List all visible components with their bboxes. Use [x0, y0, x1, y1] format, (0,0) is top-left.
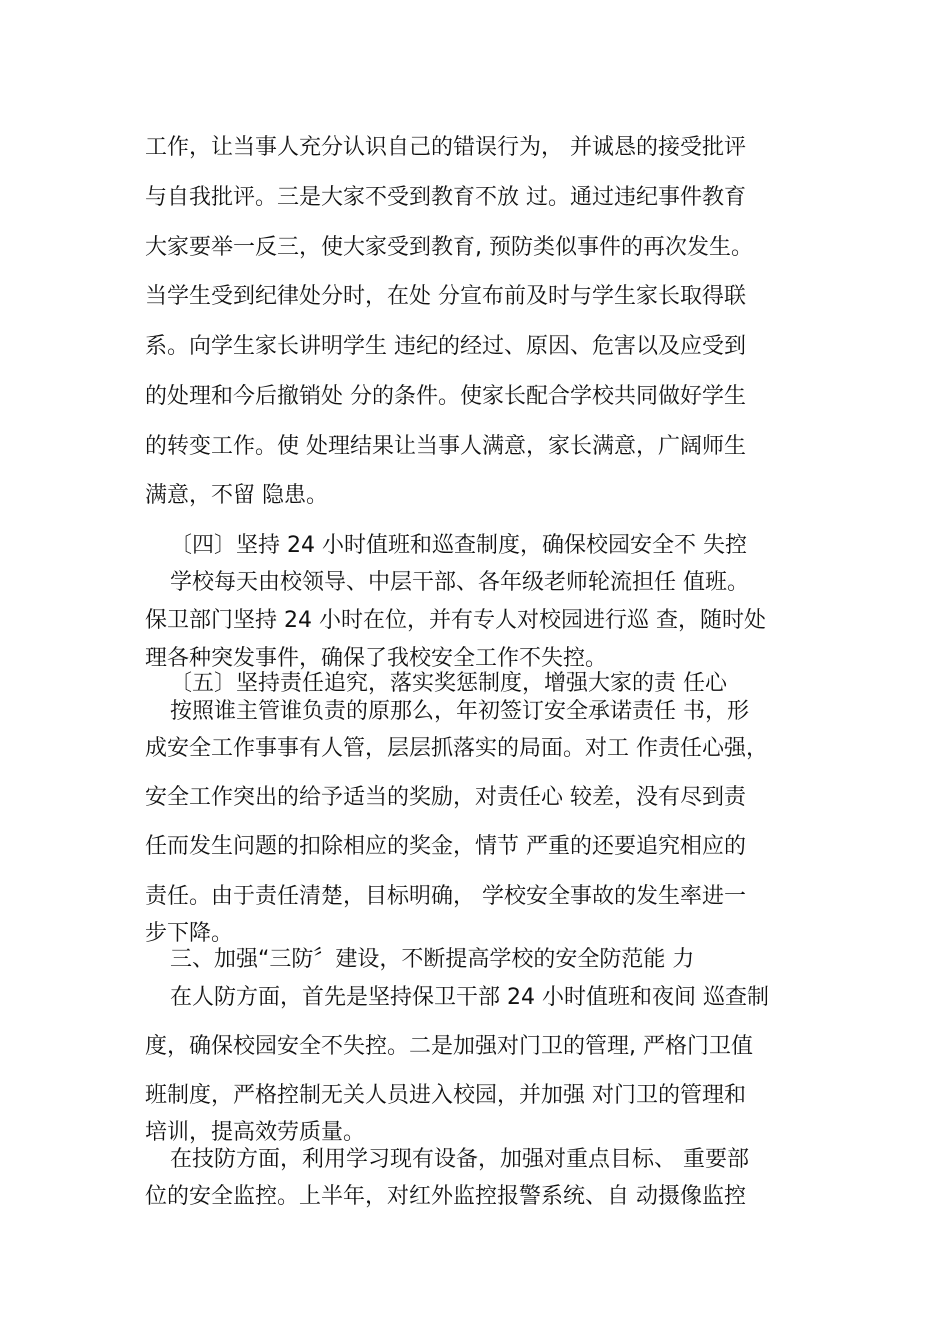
text-line-2: 与自我批评。三是大家不受到教育不放 过。通过违纪事件教育: [145, 185, 746, 210]
text-line-15: 任而发生问题的扣除相应的奖金，情节 严重的还要追究相应的: [145, 834, 746, 859]
text-line-3: 大家要举一反三，使大家受到教育, 预防类似事件的再次发生。: [145, 235, 753, 260]
text-line-11: 理各种突发事件，确保了我校安全工作不失控。: [145, 646, 608, 671]
text-line-10: 保卫部门坚持 24 小时在位，并有专人对校园进行巡 查，随时处: [145, 608, 766, 633]
text-line-1: 工作，让当事人充分认识自己的错误行为， 并诚恳的接受批评: [145, 135, 746, 160]
section-heading-4: 〔四〕坚持 24 小时值班和巡查制度，确保校园安全不 失控: [170, 533, 747, 558]
section-heading-5: 〔五〕坚持责任追究，落实奖惩制度，增强大家的责 任心: [170, 671, 727, 696]
text-line-4: 当学生受到纪律处分时，在处 分宣布前及时与学生家长取得联: [145, 284, 746, 309]
text-line-23: 位的安全监控。上半年，对红外监控报警系统、自 动摄像监控: [145, 1184, 746, 1209]
text-line-7: 的转变工作。使 处理结果让当事人满意，家长满意，广阔师生: [145, 434, 746, 459]
text-line-9: 学校每天由校领导、中层干部、各年级老师轮流担任 值班。: [170, 570, 749, 595]
text-line-13: 成安全工作事事有人管，层层抓落实的局面。对工 作责任心强，: [145, 736, 768, 761]
text-line-17: 步下降。: [145, 921, 234, 946]
text-line-19: 度，确保校园安全不失控。二是加强对门卫的管理, 严格门卫值: [145, 1034, 753, 1059]
text-line-20: 班制度，严格控制无关人员进入校园，并加强 对门卫的管理和: [145, 1083, 746, 1108]
text-line-22: 在技防方面，利用学习现有设备，加强对重点目标、 重要部: [170, 1147, 749, 1172]
text-line-6: 的处理和今后撤销处 分的条件。使家长配合学校共同做好学生: [145, 384, 746, 409]
text-line-14: 安全工作突出的给予适当的奖励，对责任心 较差，没有尽到责: [145, 785, 746, 810]
text-line-16: 责任。由于责任清楚，目标明确， 学校安全事故的发生率进一: [145, 884, 746, 909]
section-heading-3: 三、加强“三防〞建设，不断提高学校的安全防范能 力: [170, 947, 695, 972]
text-line-12: 按照谁主管谁负责的原那么，年初签订安全承诺责任 书，形: [170, 699, 749, 724]
text-line-5: 系。向学生家长讲明学生 违纪的经过、原因、危害以及应受到: [145, 334, 746, 359]
text-line-18: 在人防方面，首先是坚持保卫干部 24 小时值班和夜间 巡查制: [170, 985, 769, 1010]
text-line-8: 满意，不留 隐患。: [145, 483, 328, 508]
text-line-21: 培训，提高效劳质量。: [145, 1120, 366, 1145]
